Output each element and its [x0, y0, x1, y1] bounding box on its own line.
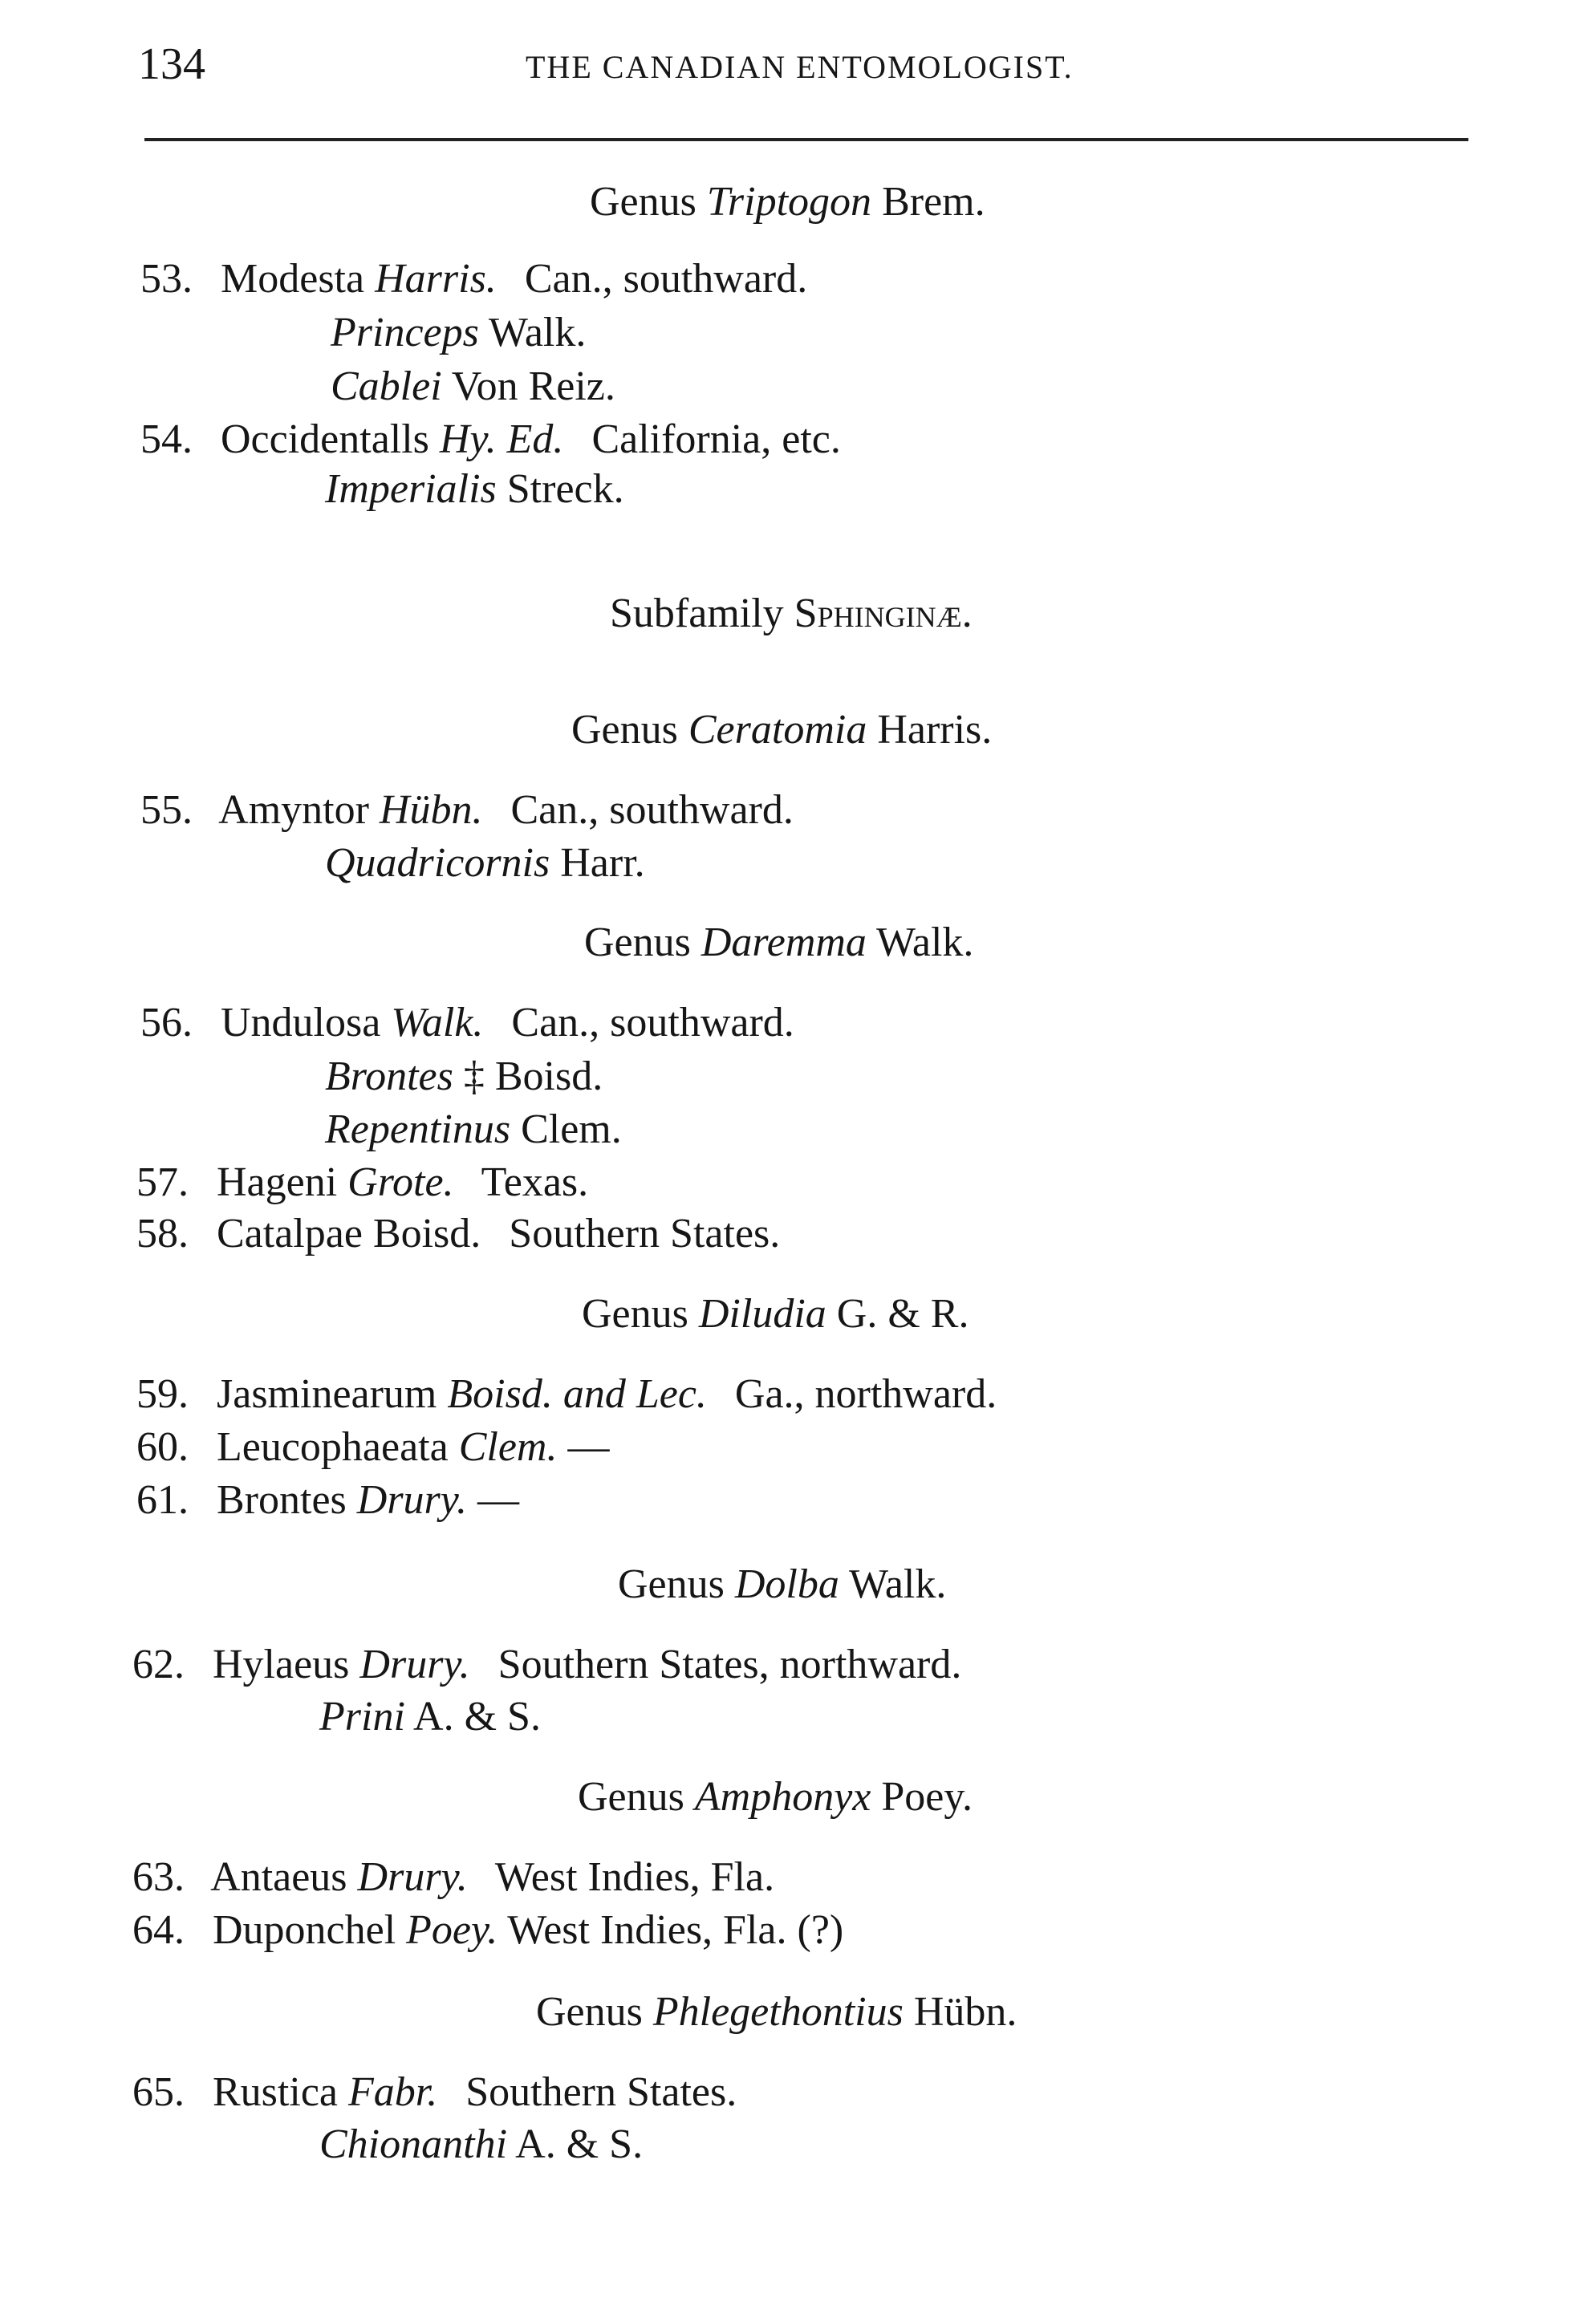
species-locale: Southern States.: [509, 1211, 781, 1256]
species-entry: [140, 416, 841, 463]
entry-number: 65.: [132, 2069, 185, 2115]
species-name: Rustica: [213, 2069, 338, 2115]
species-author: Walk.: [391, 1000, 484, 1045]
species-author: Clem.: [458, 1424, 558, 1470]
synonym-entry: Prini A. & S.: [319, 1694, 541, 1740]
species-entry: [136, 1370, 997, 1418]
species-locale: Southern States, northward.: [497, 1642, 962, 1687]
species-author: Grote.: [347, 1159, 454, 1205]
species-entry: [132, 1641, 961, 1688]
species-entry: [132, 2068, 737, 2116]
species-name: Jasminearum: [217, 1371, 437, 1417]
entry-number: 53.: [140, 256, 193, 302]
species-author: Boisd. and Lec.: [447, 1371, 707, 1417]
species-locale: Texas.: [481, 1159, 589, 1205]
page-number: 134: [138, 39, 205, 89]
species-locale: California, etc.: [591, 416, 841, 462]
synonym-entry: Imperialis Streck.: [325, 466, 624, 512]
species-locale: —: [477, 1477, 520, 1523]
entry-number: 61.: [136, 1477, 189, 1523]
species-author: Fabr.: [347, 2069, 438, 2115]
entry-number: 55.: [140, 787, 193, 833]
synonym-entry: Brontes ‡ Boisd.: [325, 1054, 603, 1099]
genus-heading: Genus Dolba Walk.: [618, 1561, 947, 1607]
species-name: Catalpae: [217, 1211, 363, 1256]
genus-heading: Genus Phlegethontius Hübn.: [536, 1989, 1017, 2035]
entry-number: 63.: [132, 1854, 185, 1900]
entry-number: 60.: [136, 1424, 189, 1470]
entry-number: 58.: [136, 1211, 189, 1256]
species-entry: [132, 1906, 843, 1954]
genus-heading: Genus Daremma Walk.: [584, 920, 974, 965]
species-name: Modesta: [221, 256, 365, 302]
species-entry: [136, 1210, 780, 1257]
species-entry: [140, 999, 794, 1046]
species-name: Hylaeus: [213, 1642, 350, 1687]
species-author: Hübn.: [379, 787, 483, 833]
synonym-entry: Princeps Walk.: [331, 310, 587, 355]
species-name: Leucophaeata: [217, 1424, 449, 1470]
synonym-entry: Chionanthi A. & S.: [319, 2121, 644, 2167]
entry-number: 56.: [140, 1000, 193, 1045]
species-author: Drury.: [359, 1642, 470, 1687]
species-locale: West Indies, Fla. (?): [507, 1907, 844, 1953]
species-author: Poey.: [406, 1907, 498, 1953]
species-author: Harris.: [375, 256, 497, 302]
species-entry: [136, 1423, 609, 1471]
species-entry: [136, 1476, 519, 1524]
species-locale: Can., southward.: [510, 787, 794, 833]
species-name: Amyntor: [218, 787, 369, 833]
species-locale: Can., southward.: [511, 1000, 794, 1045]
genus-heading: Genus Diludia G. & R.: [582, 1291, 969, 1337]
species-name: Occidentalls: [221, 416, 429, 462]
genus-heading: Genus Amphonyx Poey.: [578, 1774, 973, 1820]
entry-number: 64.: [132, 1907, 185, 1953]
species-name: Brontes: [217, 1477, 347, 1523]
synonym-entry: Repentinus Clem.: [325, 1106, 622, 1152]
synonym-entry: Cablei Von Reiz.: [331, 363, 615, 409]
species-name: Undulosa: [221, 1000, 381, 1045]
species-author: Boisd.: [372, 1211, 481, 1256]
genus-heading: Genus Triptogon Brem.: [590, 179, 985, 225]
species-author: Drury.: [356, 1477, 468, 1523]
species-locale: Ga., northward.: [734, 1371, 997, 1417]
entry-number: 54.: [140, 416, 193, 462]
species-name: Antaeus: [210, 1854, 347, 1900]
species-entry: [140, 786, 794, 834]
species-name: Hageni: [217, 1159, 338, 1205]
running-head: THE CANADIAN ENTOMOLOGIST.: [526, 49, 1074, 85]
genus-heading: Genus Ceratomia Harris.: [571, 707, 993, 753]
page-header: [0, 0, 1596, 112]
entry-number: 57.: [136, 1159, 189, 1205]
subfamily-heading: Subfamily Sphinginæ.: [610, 591, 973, 636]
entry-number: 59.: [136, 1371, 189, 1417]
species-locale: West Indies, Fla.: [494, 1854, 775, 1900]
species-name: Duponchel: [213, 1907, 396, 1953]
entry-number: 62.: [132, 1642, 185, 1687]
species-entry: [132, 1853, 774, 1901]
species-locale: Southern States.: [465, 2069, 737, 2115]
header-rule: [144, 138, 1468, 141]
synonym-entry: Quadricornis Harr.: [325, 840, 645, 886]
species-author: Hy. Ed.: [439, 416, 564, 462]
species-entry: [140, 255, 807, 302]
species-author: Drury.: [357, 1854, 468, 1900]
species-entry: [136, 1159, 588, 1206]
species-locale: —: [567, 1424, 610, 1470]
species-locale: Can., southward.: [524, 256, 808, 302]
